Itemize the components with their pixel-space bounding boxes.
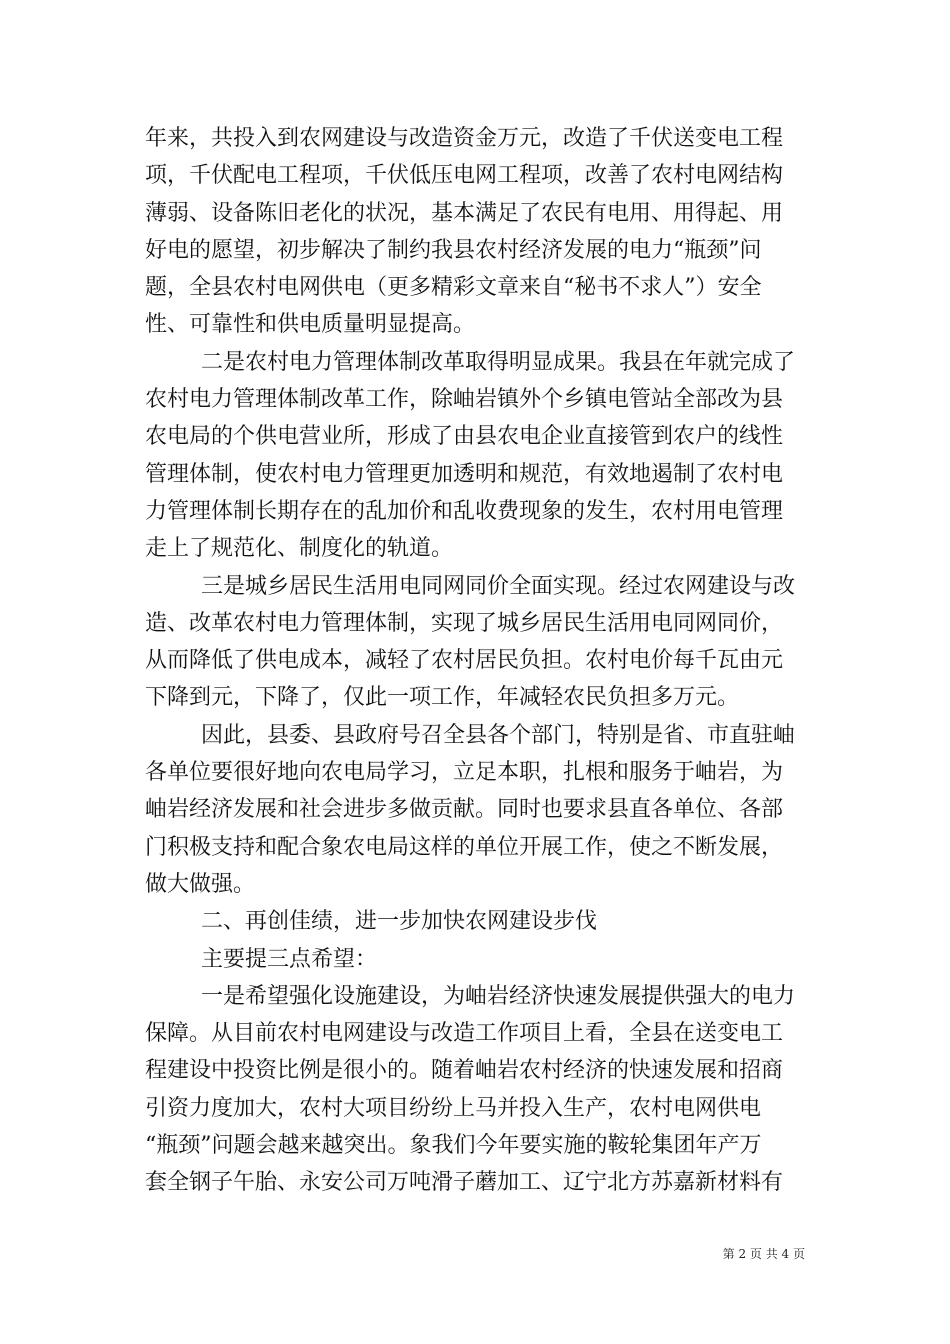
text-line: 造、改革农村电力管理体制，实现了城乡居民生活用电同网同价， xyxy=(145,610,784,636)
page-footer xyxy=(0,1245,950,1262)
text-line: “瓶颈”问题会越来越突出。象我们今年要实施的鞍轮集团年产万 xyxy=(145,1133,762,1159)
text-line: 门积极支持和配合象农电局这样的单位开展工作，使之不断发展， xyxy=(145,834,784,860)
page-number-label: 第 2 页 共 4 页 xyxy=(722,1247,805,1261)
text-line: 力管理体制长期存在的乱加价和乱收费现象的发生，农村用电管理 xyxy=(145,498,784,524)
text-line: 各单位要很好地向农电局学习，立足本职，扎根和服务于岫岩，为 xyxy=(145,760,784,786)
text-line: 二、再创佳绩，进一步加快农网建设步伐 xyxy=(201,909,598,935)
text-line: 因此，县委、县政府号召全县各个部门，特别是省、市直驻岫 xyxy=(201,722,796,748)
text-line: 岫岩经济发展和社会进步多做贡献。同时也要求县直各单位、各部 xyxy=(145,797,784,823)
text-line: 三是城乡居民生活用电同网同价全面实现。经过农网建设与改 xyxy=(201,573,796,599)
document-body xyxy=(145,120,805,1202)
text-line: 主要提三点希望： xyxy=(201,946,378,972)
text-line: 农电局的个供电营业所，形成了由县农电企业直接管到农户的线性 xyxy=(145,424,784,450)
text-line: 引资力度加大，农村大项目纷纷上马并投入生产，农村电网供电 xyxy=(145,1095,762,1121)
text-line: 好电的愿望，初步解决了制约我县农村经济发展的电力“瓶颈”问 xyxy=(145,237,762,263)
text-line: 薄弱、设备陈旧老化的状况，基本满足了农民有电用、用得起、用 xyxy=(145,200,784,226)
text-line: 一是希望强化设施建设，为岫岩经济快速发展提供强大的电力 xyxy=(201,983,796,1009)
text-line: 下降到元，下降了，仅此一项工作，年减轻农民负担多万元。 xyxy=(145,685,740,711)
text-line: 项，千伏配电工程项，千伏低压电网工程项，改善了农村电网结构 xyxy=(145,163,784,189)
text-line: 走上了规范化、制度化的轨道。 xyxy=(145,536,454,562)
text-line: 管理体制，使农村电力管理更加透明和规范，有效地遏制了农村电 xyxy=(145,461,784,487)
text-line: 做大做强。 xyxy=(145,871,256,897)
text-line: 套全钢子午胎、永安公司万吨滑子蘑加工、辽宁北方苏嘉新材料有 xyxy=(145,1170,784,1196)
text-line: 从而降低了供电成本，减轻了农村居民负担。农村电价每千瓦由元 xyxy=(145,648,784,674)
text-line: 年来，共投入到农网建设与改造资金万元，改造了千伏送变电工程 xyxy=(145,126,784,151)
text-line: 农村电力管理体制改革工作，除岫岩镇外个乡镇电管站全部改为县 xyxy=(145,387,784,413)
text-line: 题，全县农村电网供电（更多精彩文章来自“秘书不求人”）安全 xyxy=(145,275,762,301)
text-line: 二是农村电力管理体制改革取得明显成果。我县在年就完成了 xyxy=(201,349,796,375)
text-line: 性、可靠性和供电质量明显提高。 xyxy=(145,312,476,338)
text-line: 程建设中投资比例是很小的。随着岫岩农村经济的快速发展和招商 xyxy=(145,1058,784,1084)
text-line: 保障。从目前农村电网建设与改造工作项目上看，全县在送变电工 xyxy=(145,1021,784,1047)
